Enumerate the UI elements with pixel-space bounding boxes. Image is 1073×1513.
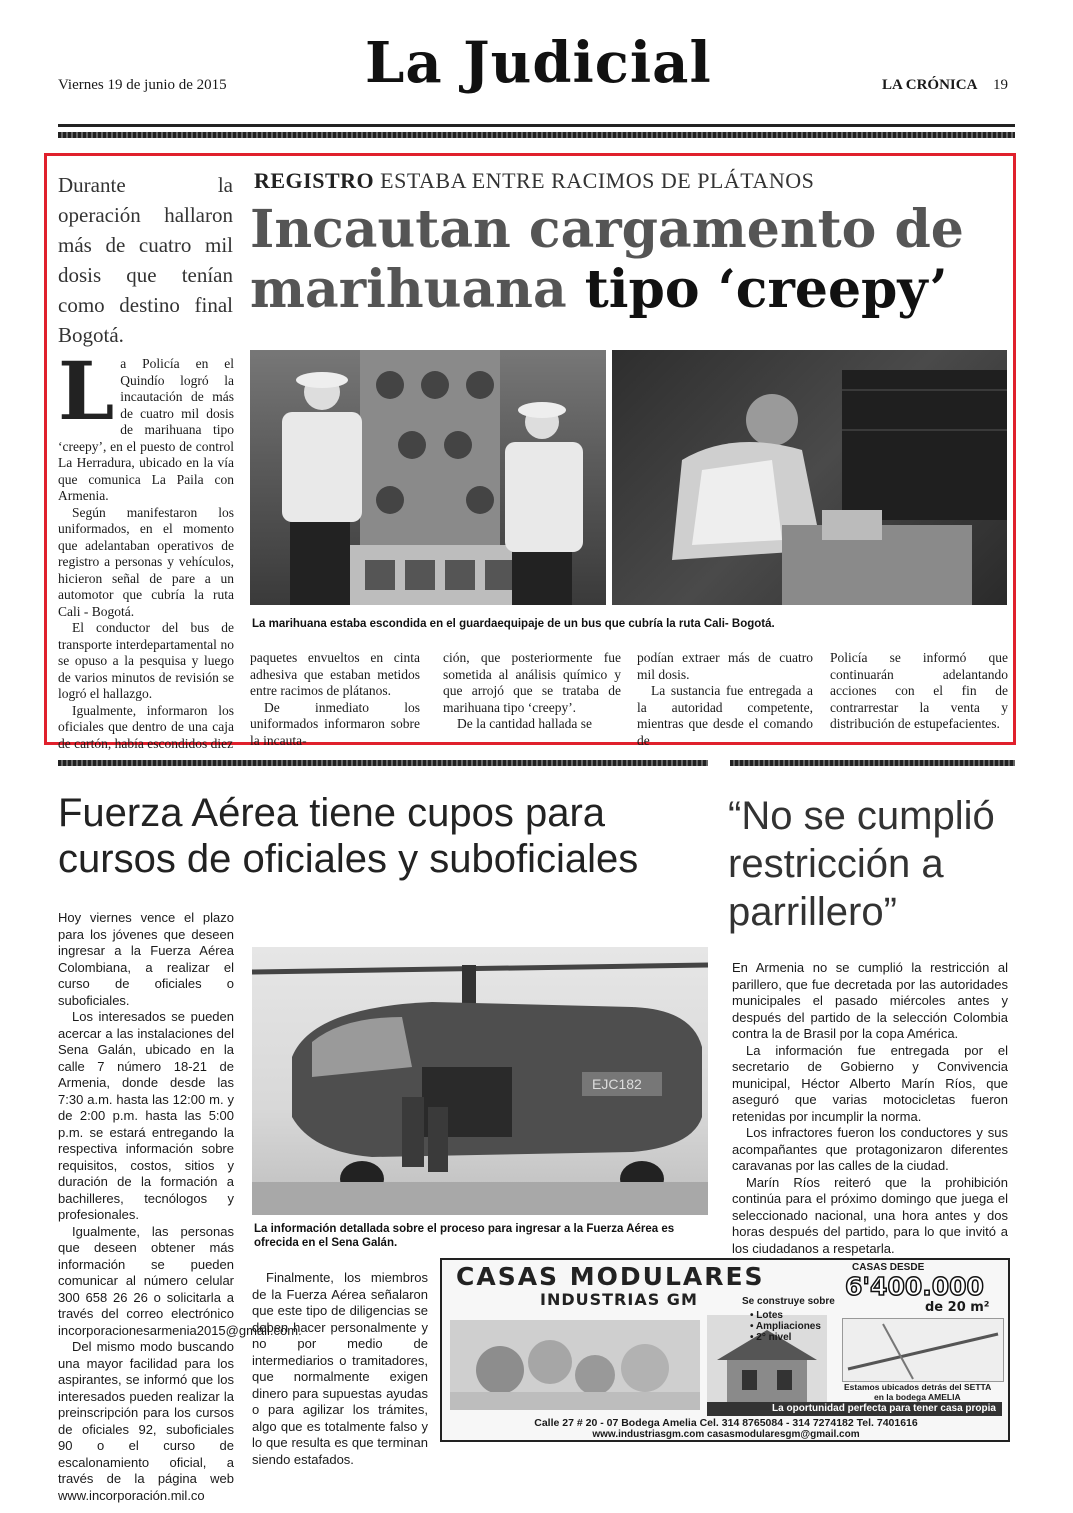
ad-option-1: • Lotes — [750, 1310, 783, 1321]
page-number: 19 — [993, 77, 1008, 93]
main-col4-p1: podían extraer más de cuatro mil dosis. — [637, 650, 813, 682]
photo-inspection — [612, 350, 1007, 605]
main-col-3 — [443, 650, 621, 733]
photo-officers — [250, 350, 606, 605]
ad-title: CASAS MODULARES — [456, 1262, 765, 1291]
kicker-rest: ESTABA ENTRE RACIMOS DE PLÁTANOS — [374, 168, 815, 193]
kicker-bold: REGISTRO — [254, 168, 375, 193]
main-col-4 — [637, 650, 813, 749]
main-col4-p2: La sustancia fue entregada a la autoridad competente, mientras que desde el comando de — [637, 683, 813, 748]
ad-location-1: Estamos ubicados detrás del SETTA — [844, 1382, 992, 1392]
main-col2-p1: paquetes envueltos en cinta adhesiva que estaban metidos entre racimos de plátanos. — [250, 650, 420, 698]
main-col3-p2: De la cantidad hallada se — [457, 716, 592, 731]
ad-map — [842, 1318, 1004, 1382]
main-col1-p2: Según manifestaron los uniformados, en el momento que adelantaban operativos de registro a personas y vehículos, hicieron señal de pare a un automotor que cubría la ruta Cali - Bogotá. — [58, 504, 234, 619]
ad-price-label: CASAS DESDE — [852, 1262, 925, 1273]
fac-col1-p4: Del mismo modo buscando una mayor facilidad para los aspirantes, se informó que los interesados pueden realizar la preinscripción para los cursos de oficiales 92, suboficiales 90 o el curso de escalonamiento oficial, a través de la página web www.incorporación.mil.co — [58, 1339, 234, 1503]
fac-headline: Fuerza Aérea tiene cupos para cursos de oficiales y suboficiales — [58, 791, 639, 881]
fac-section-rule — [58, 760, 708, 766]
masthead-rule-secondary — [58, 132, 1015, 138]
issue-date: Viernes 19 de junio de 2015 — [58, 77, 227, 93]
helicopter-image — [252, 947, 708, 1215]
main-col3-p1: ción, que posteriormente fue sometida al análisis químico y que arrojó que se trataba de marihuana tipo ‘creepy’. — [443, 650, 621, 715]
ad-location-2: en la bodega AMELIA — [874, 1392, 961, 1402]
dropcap-letter: L — [58, 344, 115, 438]
main-col1-p4: Igualmente, informaron los oficiales que dentro de una caja de cartón, había escondidos diez — [58, 702, 234, 751]
story-headline — [250, 200, 1010, 320]
headline-part1: Incautan cargamento de marihuana — [250, 199, 964, 320]
main-col-1 — [58, 344, 234, 752]
main-col2-p2: De inmediato los uniformados informaron sobre la incauta- — [250, 699, 420, 748]
headline-part2: tipo ‘creepy’ — [566, 259, 948, 320]
fac-col1-p3: Igualmente, las personas que deseen obtener más información se pueden comunicar al número celular 300 658 26 26 o solicitarla a través del correo electrónico incorporacionesarmenia2015@gmail.com. — [58, 1223, 302, 1338]
tail-number: EJC182 — [592, 1076, 642, 1092]
ad-subtitle: INDUSTRIAS GM — [540, 1290, 698, 1309]
main-col5-p1: Policía se informó que continuarán adelantando acciones con el fin de contrarrestar la venta y distribución de estupefacientes. — [830, 650, 1008, 731]
ad-slogan: La oportunidad perfecta para tener casa propia — [707, 1402, 1002, 1416]
fac-col1-p1: Hoy viernes vence el plazo para los jóvenes que deseen ingresar a la Fuerza Aérea Colombiana, a realizar el curso de oficiales o suboficiales. — [58, 910, 234, 1008]
fac-col-2 — [252, 1270, 428, 1468]
inspection-image — [612, 350, 1007, 605]
side-story-body — [732, 960, 1008, 1257]
officers-image — [250, 350, 606, 605]
ad-option-2: • Ampliaciones — [750, 1321, 821, 1332]
fac-col2-p1: Finalmente, los miembros de la Fuerza Aérea señalaron que este tipo de diligencias se deben hacer personalmente y no por medio de intermediarios o tramitadores, que normalmente exigen dinero para supuestas ayudas o para agilizar los trámites, algo que es totalmente falso y lo que resulta es que terminan siendo estafados. — [252, 1270, 428, 1467]
main-col-2 — [250, 650, 420, 749]
side-p1: En Armenia no se cumplió la restricción al parillero, que fue decretada por las autoridades municipales el pasado miércoles antes y después del partido de la selección Colombia contra la de Brasil por la copa América. — [732, 960, 1008, 1041]
main-photo-caption: La marihuana estaba escondida en el guardaequipaje de un bus que cubría la ruta Cali- Bogotá. — [252, 618, 775, 630]
fac-col-1 — [58, 910, 302, 1504]
main-col1-p3: El conductor del bus de transporte interdepartamental no se opuso a la pesquisa y luego de varios minutos de revisión se logró el hallazgo. — [58, 620, 234, 701]
ad-built-over: Se construye sobre — [742, 1296, 835, 1307]
paper-name: LA CRÓNICA — [882, 77, 978, 93]
ad-price-unit: de 20 m² — [925, 1300, 990, 1315]
side-quote-headline: “No se cumplió restricción a parrillero” — [728, 794, 995, 934]
ad-contact: Calle 27 # 20 - 07 Bodega Amelia Cel. 314 8765084 - 314 7274182 Tel. 7401616 — [534, 1417, 918, 1429]
side-p4: Marín Ríos reiteró que la prohibición continúa para el próximo domingo que juega el seleccionado nacional, una hora antes y dos horas después del partido, para lo que invitó a los ciudadanos a respetarla. — [732, 1174, 1008, 1256]
side-p3: Los infractores fueron los conductores y sus acompañantes que protagonizaron diferentes caravanas por las calles de la ciudad. — [732, 1125, 1008, 1173]
story-kicker — [254, 168, 814, 194]
side-section-rule — [730, 760, 1015, 766]
ad-price: 6'400.000 — [845, 1272, 984, 1301]
ad-casas-modulares[interactable] — [440, 1258, 1010, 1442]
side-p2: La información fue entregada por el secretario de Gobierno y Convivencia municipal, Héctor Alberto Marín Ríos, que aseguró que varias motocicletas fueron retenidas por incumplir la norma. — [732, 1042, 1008, 1124]
story-lead: Durante la operación hallaron más de cuatro mil dosis que tenían como destino final Bogotá. — [58, 173, 233, 347]
ad-web[interactable]: www.industriasgm.com casasmodularesgm@gmail.com — [592, 1429, 860, 1440]
fac-photo-caption: La información detallada sobre el proceso para ingresar a la Fuerza Aérea es ofrecida en el Sena Galán. — [254, 1223, 675, 1249]
photo-helicopter — [252, 947, 708, 1215]
main-col-5 — [830, 650, 1008, 733]
main-col1-p1: a Policía en el Quindío logró la incautación de más de cuatro mil dosis de marihuana tipo ‘creepy’, en el puesto de control La Herradura, ubicado en la vía que comunica La Paila con Armenia. — [58, 356, 234, 503]
ad-family-photo — [450, 1320, 700, 1410]
section-title: La Judicial — [365, 30, 712, 96]
fac-col1-p2: Los interesados se pueden acercar a las instalaciones del Sena Galán, ubicado en la calle 7 número 18-21 de Armenia, donde desde las 7:30 a.m. hasta las 12:00 m. y de 2:00 p.m. hasta las 5:00 p.m. se estará entregando la respectiva información sobre requisitos, costos, sitios y duración de la formación a bachilleres, tecnólogos y profesionales. — [58, 1009, 234, 1222]
ad-option-3: • 2° nivel — [750, 1332, 792, 1343]
masthead-rule — [58, 124, 1015, 127]
